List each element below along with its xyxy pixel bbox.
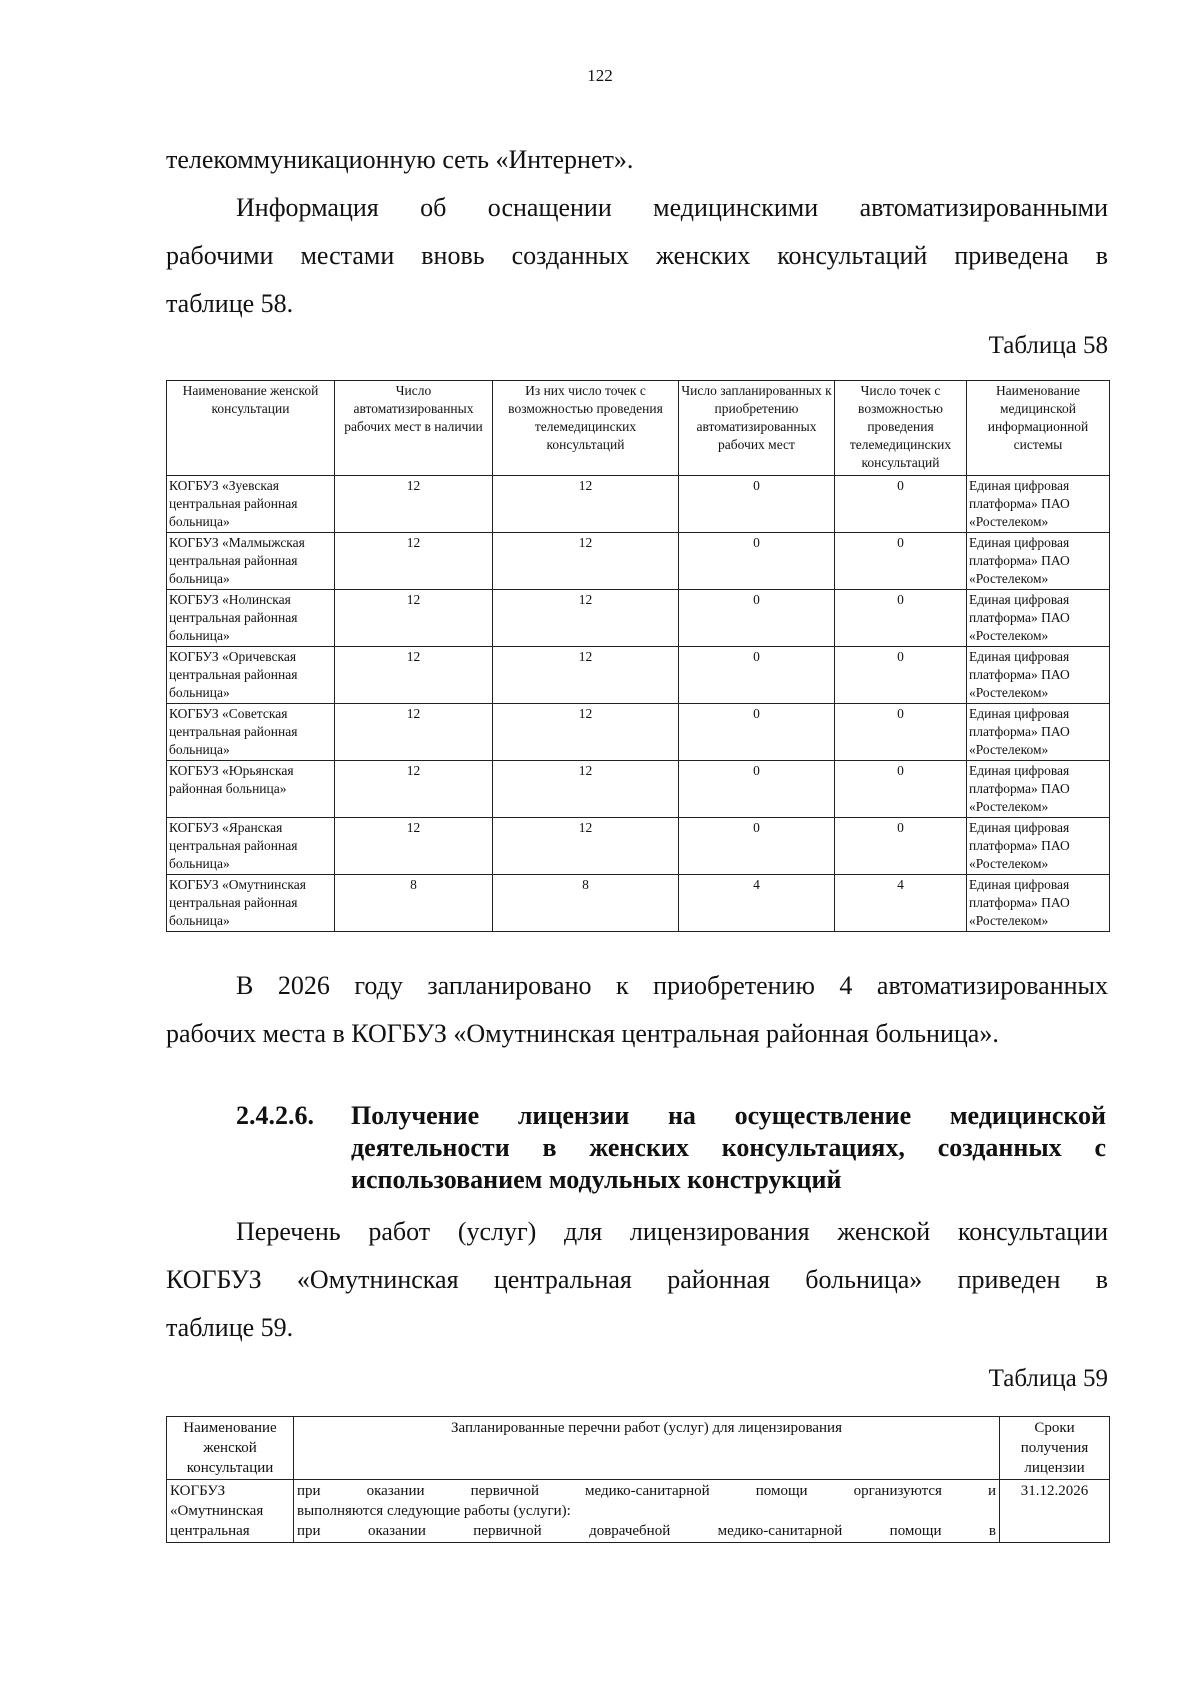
table-cell: 8 (493, 875, 679, 932)
table-cell: 12 (493, 476, 679, 533)
table-cell-name: КОГБУЗ «Малмыжская центральная районная больница» (167, 533, 335, 590)
table58-header: Число запланированных к приобретению автоматизированных рабочих мест (679, 381, 835, 476)
table-row (167, 818, 1110, 875)
table-cell-system: Единая цифровая платформа» ПАО «Ростелеком» (967, 875, 1110, 932)
table59-header: Запланированные перечни работ (услуг) для лицензирования (294, 1417, 1000, 1480)
table-cell: 0 (835, 533, 967, 590)
table-cell-name: КОГБУЗ «Яранская центральная районная больница» (167, 818, 335, 875)
table-cell: 12 (335, 647, 493, 704)
paragraph-table59-intro (166, 1208, 1108, 1352)
table-cell-system: Единая цифровая платформа» ПАО «Ростелеком» (967, 704, 1110, 761)
text-line: рабочих места в КОГБУЗ «Омутнинская центральная районная больница». (166, 1019, 999, 1048)
table-cell: 4 (679, 875, 835, 932)
table-row (167, 476, 1110, 533)
text-line: Перечень работ (услуг) для лицензирования женской консультации (236, 1217, 1108, 1246)
text-line: Информация об оснащении медицинскими автоматизированными (236, 193, 1108, 222)
table-cell-name: КОГБУЗ «Омутнинская центральная (167, 1480, 294, 1543)
page-number: 122 (587, 66, 613, 85)
table-cell-system: Единая цифровая платформа» ПАО «Ростелеком» (967, 590, 1110, 647)
paragraph-purchase-plan (166, 962, 1108, 1058)
text-line: таблице 59. (166, 1313, 294, 1342)
table-cell: 0 (835, 590, 967, 647)
table58-caption: Таблица 58 (988, 332, 1108, 359)
table-cell-system: Единая цифровая платформа» ПАО «Ростелеком» (967, 533, 1110, 590)
table59 (166, 1416, 1110, 1543)
table-cell: 4 (835, 875, 967, 932)
table58 (166, 380, 1110, 932)
table-cell-name: КОГБУЗ «Омутнинская центральная районная больница» (167, 875, 335, 932)
table-cell: 0 (835, 704, 967, 761)
text-line: В 2026 году запланировано к приобретению 4 автоматизированных (236, 971, 1108, 1000)
table-cell: 0 (679, 533, 835, 590)
table58-header: Число автоматизированных рабочих мест в наличии (335, 381, 493, 476)
table58-header: Наименование женской консультации (167, 381, 335, 476)
table-cell: 0 (679, 818, 835, 875)
table-cell: 12 (493, 590, 679, 647)
table-row (167, 590, 1110, 647)
table-cell-name: КОГБУЗ «Советская центральная районная больница» (167, 704, 335, 761)
table-row (167, 647, 1110, 704)
table-cell: 0 (679, 476, 835, 533)
section-title-line: Получение лицензии на осуществление медицинской (351, 1101, 1106, 1130)
table59-header: Наименование женской консультации (167, 1417, 294, 1480)
table59-header-row (167, 1417, 1110, 1480)
table-cell-name: КОГБУЗ «Нолинская центральная районная больница» (167, 590, 335, 647)
paragraph-table58-intro (166, 184, 1108, 328)
table-cell: 12 (335, 761, 493, 818)
table-cell: 0 (679, 647, 835, 704)
table-cell: 12 (335, 476, 493, 533)
table-cell: 12 (335, 704, 493, 761)
table-row (167, 761, 1110, 818)
text-line: КОГБУЗ «Омутнинская центральная районная больница» приведен в (166, 1265, 1108, 1294)
table-cell-system: Единая цифровая платформа» ПАО «Ростелеком» (967, 761, 1110, 818)
section-title-line: использованием модульных конструкций (351, 1165, 842, 1194)
table58-header-row (167, 381, 1110, 476)
table58-header: Из них число точек с возможностью проведения телемедицинских консультаций (493, 381, 679, 476)
table-cell: 0 (679, 761, 835, 818)
table-cell: 12 (493, 761, 679, 818)
works-line: при оказании первичной доврачебной медико-санитарной помощи в (297, 1523, 996, 1539)
table-cell-name: КОГБУЗ «Оричевская центральная районная больница» (167, 647, 335, 704)
table58-header: Наименование медицинской информационной системы (967, 381, 1110, 476)
table-cell: 0 (835, 647, 967, 704)
table-cell-system: Единая цифровая платформа» ПАО «Ростелеком» (967, 476, 1110, 533)
table-cell: 0 (835, 761, 967, 818)
table-cell-system: Единая цифровая платформа» ПАО «Ростелеком» (967, 818, 1110, 875)
intro-text: телекоммуникационную сеть «Интернет». (166, 145, 634, 174)
table59-header: Сроки получения лицензии (1000, 1417, 1110, 1480)
table-cell: 12 (335, 533, 493, 590)
table-cell: 0 (835, 818, 967, 875)
table-cell: 12 (335, 590, 493, 647)
works-line: выполняются следующие работы (услуги): (297, 1503, 571, 1519)
table-cell-works (294, 1480, 1000, 1543)
text-line: рабочими местами вновь созданных женских консультаций приведена в (166, 241, 1108, 270)
table-cell: 12 (493, 818, 679, 875)
table-row (167, 533, 1110, 590)
table-cell: 12 (493, 647, 679, 704)
table-cell: 12 (493, 533, 679, 590)
table-cell-system: Единая цифровая платформа» ПАО «Ростелеком» (967, 647, 1110, 704)
table-row (167, 875, 1110, 932)
table-cell-name: КОГБУЗ «Зуевская центральная районная больница» (167, 476, 335, 533)
table-row (167, 1480, 1110, 1543)
section-number: 2.4.2.6. (236, 1101, 314, 1130)
table-cell-name: КОГБУЗ «Юрьянская районная больница» (167, 761, 335, 818)
text-line: таблице 58. (166, 289, 294, 318)
table-cell-date: 31.12.2026 (1000, 1480, 1110, 1543)
table-cell: 0 (679, 590, 835, 647)
section-title (351, 1100, 1106, 1196)
table-cell: 0 (679, 704, 835, 761)
table58-header: Число точек с возможностью проведения телемедицинских консультаций (835, 381, 967, 476)
table-cell: 0 (835, 476, 967, 533)
section-heading (236, 1100, 1106, 1196)
table-cell: 12 (335, 818, 493, 875)
table-row (167, 704, 1110, 761)
table-cell: 12 (493, 704, 679, 761)
table-cell: 8 (335, 875, 493, 932)
section-title-line: деятельности в женских консультациях, созданных с (351, 1133, 1106, 1162)
works-line: при оказании первичной медико-санитарной помощи организуются и (297, 1483, 996, 1499)
table59-caption: Таблица 59 (988, 1365, 1108, 1392)
intro-line (166, 136, 1108, 184)
